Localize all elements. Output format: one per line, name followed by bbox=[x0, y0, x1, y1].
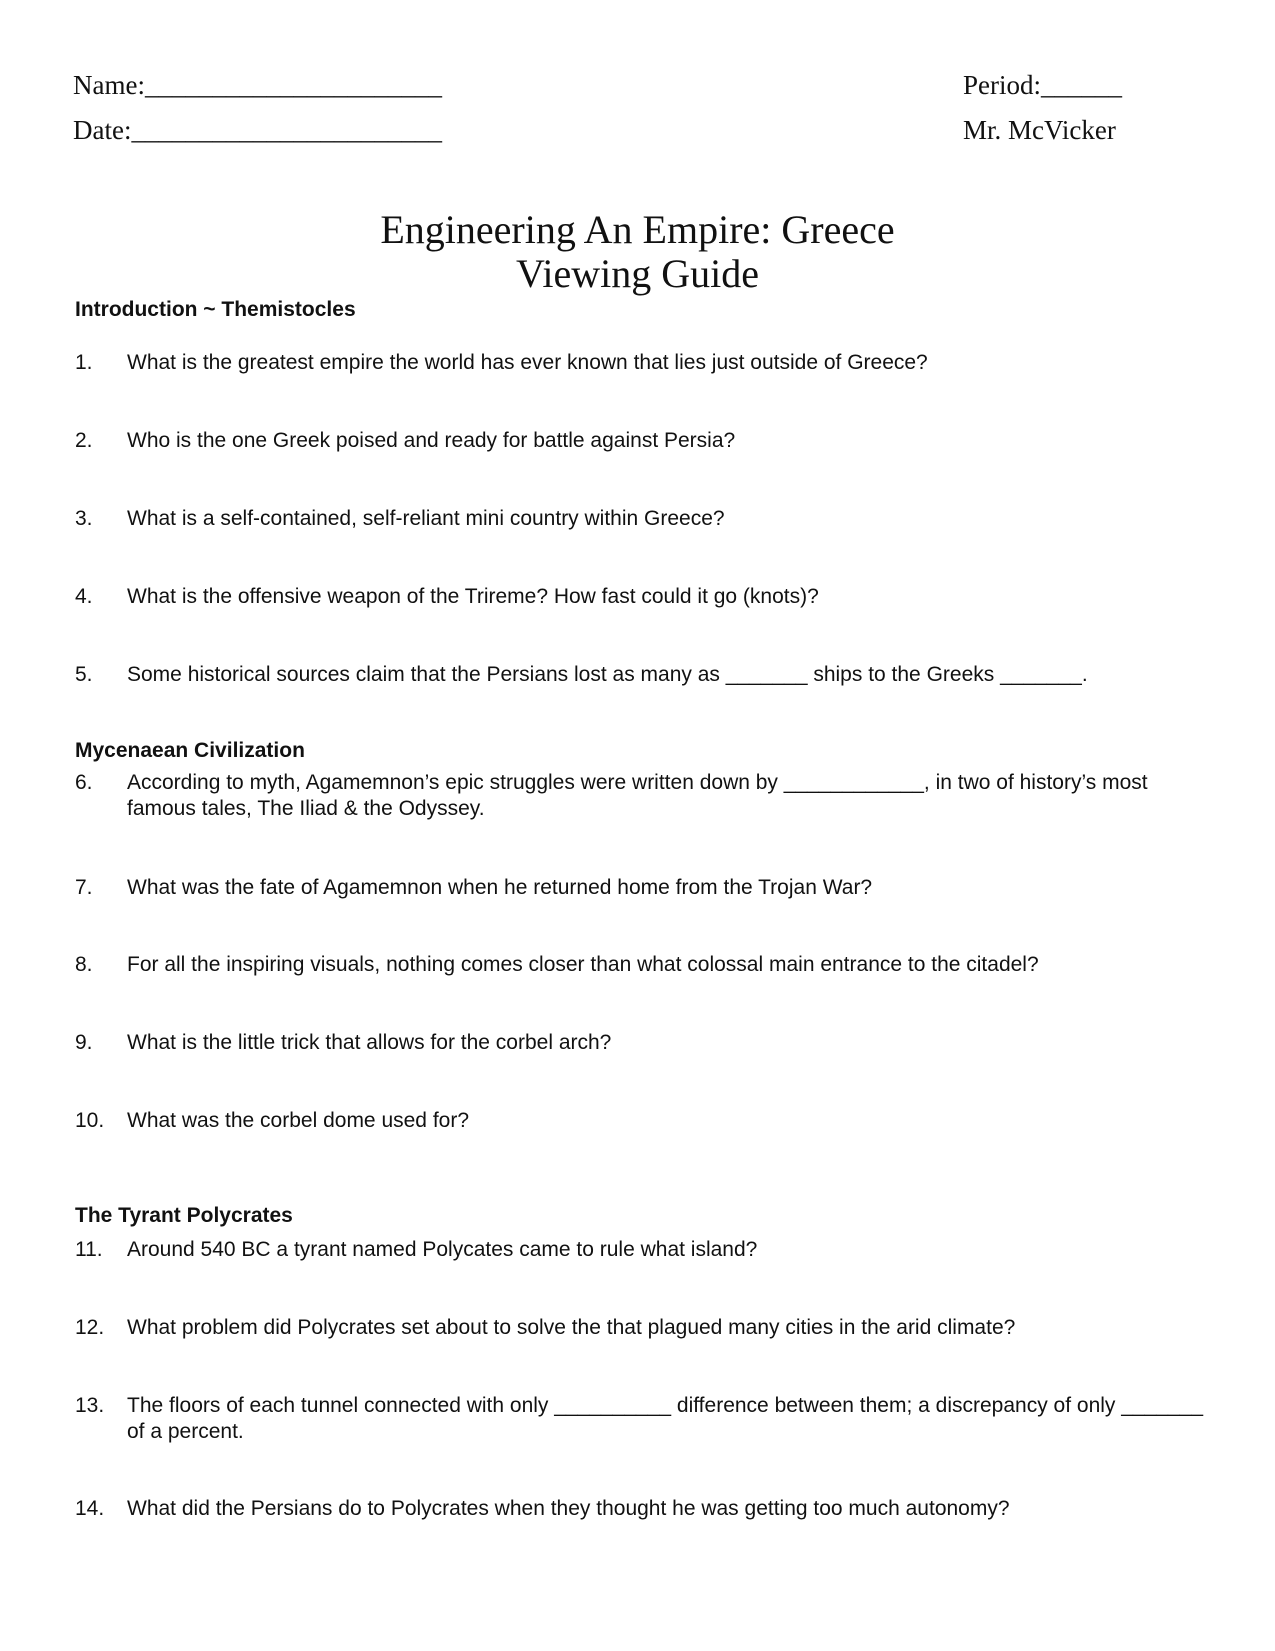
question-number: 6. bbox=[75, 771, 93, 794]
question-number: 7. bbox=[75, 876, 93, 899]
question-item bbox=[75, 350, 1205, 376]
question-number: 8. bbox=[75, 953, 93, 976]
question-number: 4. bbox=[75, 585, 93, 608]
question-text: What problem did Polycrates set about to solve the that plagued many cities in the arid climate? bbox=[127, 1316, 1016, 1339]
question-number: 11. bbox=[75, 1238, 103, 1261]
question-item bbox=[75, 1315, 1205, 1341]
question-text: For all the inspiring visuals, nothing comes closer than what colossal main entrance to the citadel? bbox=[127, 953, 1039, 976]
question-number: 13. bbox=[75, 1394, 105, 1417]
question-number: 5. bbox=[75, 663, 93, 686]
question-text: What was the fate of Agamemnon when he returned home from the Trojan War? bbox=[127, 876, 873, 899]
section-heading-mycenaean: Mycenaean Civilization bbox=[75, 739, 305, 762]
question-number: 1. bbox=[75, 351, 93, 374]
question-number: 10. bbox=[75, 1109, 105, 1132]
question-text: What was the corbel dome used for? bbox=[127, 1109, 470, 1132]
question-text: What is the offensive weapon of the Trireme? How fast could it go (knots)? bbox=[127, 585, 819, 608]
question-text: Around 540 BC a tyrant named Polycates came to rule what island? bbox=[127, 1238, 758, 1261]
question-text: What is the little trick that allows for the corbel arch? bbox=[127, 1031, 612, 1054]
question-number: 14. bbox=[75, 1497, 105, 1520]
question-text: According to myth, Agamemnon’s epic struggles were written down by ____________, in two of history’s most famous tales, The Iliad & the Odyssey. bbox=[127, 771, 1148, 820]
question-text: What did the Persians do to Polycrates when they thought he was getting too much autonomy? bbox=[127, 1497, 1010, 1520]
question-item bbox=[75, 1030, 1205, 1056]
question-item bbox=[75, 584, 1205, 610]
question-item bbox=[75, 1108, 1205, 1134]
question-item bbox=[75, 662, 1205, 688]
question-item bbox=[75, 1393, 1205, 1445]
question-item bbox=[75, 428, 1205, 454]
question-text: What is the greatest empire the world has ever known that lies just outside of Greece? bbox=[127, 351, 928, 374]
date-field-label: Date:_______________________ bbox=[73, 115, 442, 145]
question-text: The floors of each tunnel connected with only __________ difference between them; a discrepancy of only _______ of a percent. bbox=[127, 1394, 1204, 1443]
period-field-label: Period:______ bbox=[963, 70, 1122, 100]
teacher-name: Mr. McVicker bbox=[963, 115, 1116, 145]
question-text: Who is the one Greek poised and ready for battle against Persia? bbox=[127, 429, 736, 452]
question-item bbox=[75, 952, 1205, 978]
question-number: 9. bbox=[75, 1031, 93, 1054]
question-item bbox=[75, 770, 1205, 822]
question-number: 12. bbox=[75, 1316, 105, 1339]
question-item bbox=[75, 506, 1205, 532]
section-heading-polycrates: The Tyrant Polycrates bbox=[75, 1204, 293, 1227]
question-number: 2. bbox=[75, 429, 93, 452]
document-title: Engineering An Empire: Greece bbox=[380, 207, 895, 252]
question-item bbox=[75, 1496, 1205, 1522]
name-field-label: Name:______________________ bbox=[73, 70, 442, 100]
section-heading-introduction: Introduction ~ Themistocles bbox=[75, 298, 356, 321]
document-subtitle: Viewing Guide bbox=[515, 251, 760, 296]
question-number: 3. bbox=[75, 507, 93, 530]
question-item bbox=[75, 1237, 1205, 1263]
question-item bbox=[75, 875, 1205, 901]
question-text: What is a self-contained, self-reliant mini country within Greece? bbox=[127, 507, 725, 530]
question-text: Some historical sources claim that the Persians lost as many as _______ ships to the Greeks _______. bbox=[127, 663, 1088, 686]
